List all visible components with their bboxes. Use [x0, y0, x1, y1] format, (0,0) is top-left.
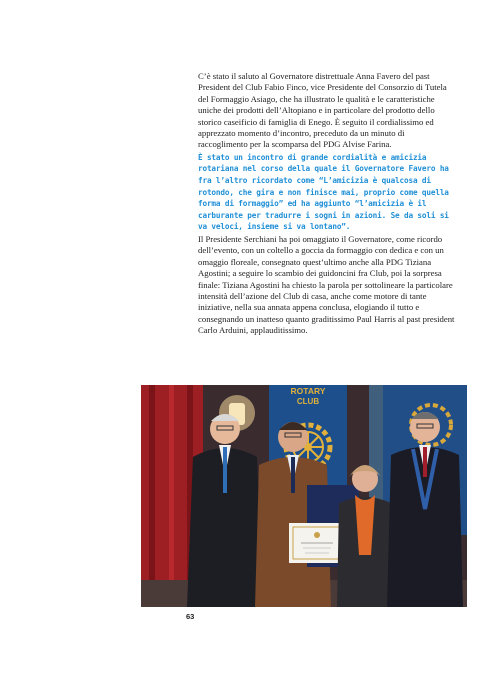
banner-club-text: CLUB: [296, 397, 320, 406]
article-paragraph-2: Il Presidente Serchiani ha poi omaggiato il Governatore, come ricordo dell’evento, con un coltello a goccia da formaggio con dedica e con un omaggio floreale, consegnato quest’ultimo anche alla PDG Tiziana Agostini; a seguire lo scambio dei guidoncini fra Club, poi la sorpresa finale: Tiziana Agostini ha chiesto la parola per sottolineare la particolare intensità dell’azione del Club di casa, anche come motore di tante iniziative, nella sua annata appena conclusa, elogiando il tutto e consegnando un inatteso quanto graditissimo Paul Harris al past president Carlo Arduini, applauditissimo.: [198, 234, 455, 336]
article-paragraph-1: C’è stato il saluto al Governatore distrettuale Anna Favero del past President del Club Fabio Finco, vice Presidente del Consorzio di Tutela del Formaggio Asiago, che ha illustrato le qualità e le caratteristiche uniche dei prodotti dell’Altopiano e in particolare del prodotto dello storico caseificio di famiglia di Enego. È seguito il cordialissimo ed apprezzato momento d’incontro, preceduto da un minuto di raccoglimento per la scomparsa del PDG Alvise Farina.: [198, 71, 447, 150]
event-photo: [141, 385, 467, 607]
highlight-quote: È stato un incontro di grande cordialità e amicizia rotariana nel corso della quale il Governatore Favero ha fra l’altro ricordato come “L’amicizia è qualcosa di rotondo, che gira e non finisce mai, proprio come quella forma di formaggio” ed ha aggiunto “l’amicizia è il carburante per tradurre i sogni in azioni. Se da soli si va veloci, insieme si va lontano”.: [198, 152, 449, 232]
page-number: 63: [186, 612, 195, 621]
banner-rotary-text: ROTARY: [290, 386, 326, 396]
article-text-column: [198, 71, 456, 337]
event-photo-illustration: [141, 385, 467, 607]
